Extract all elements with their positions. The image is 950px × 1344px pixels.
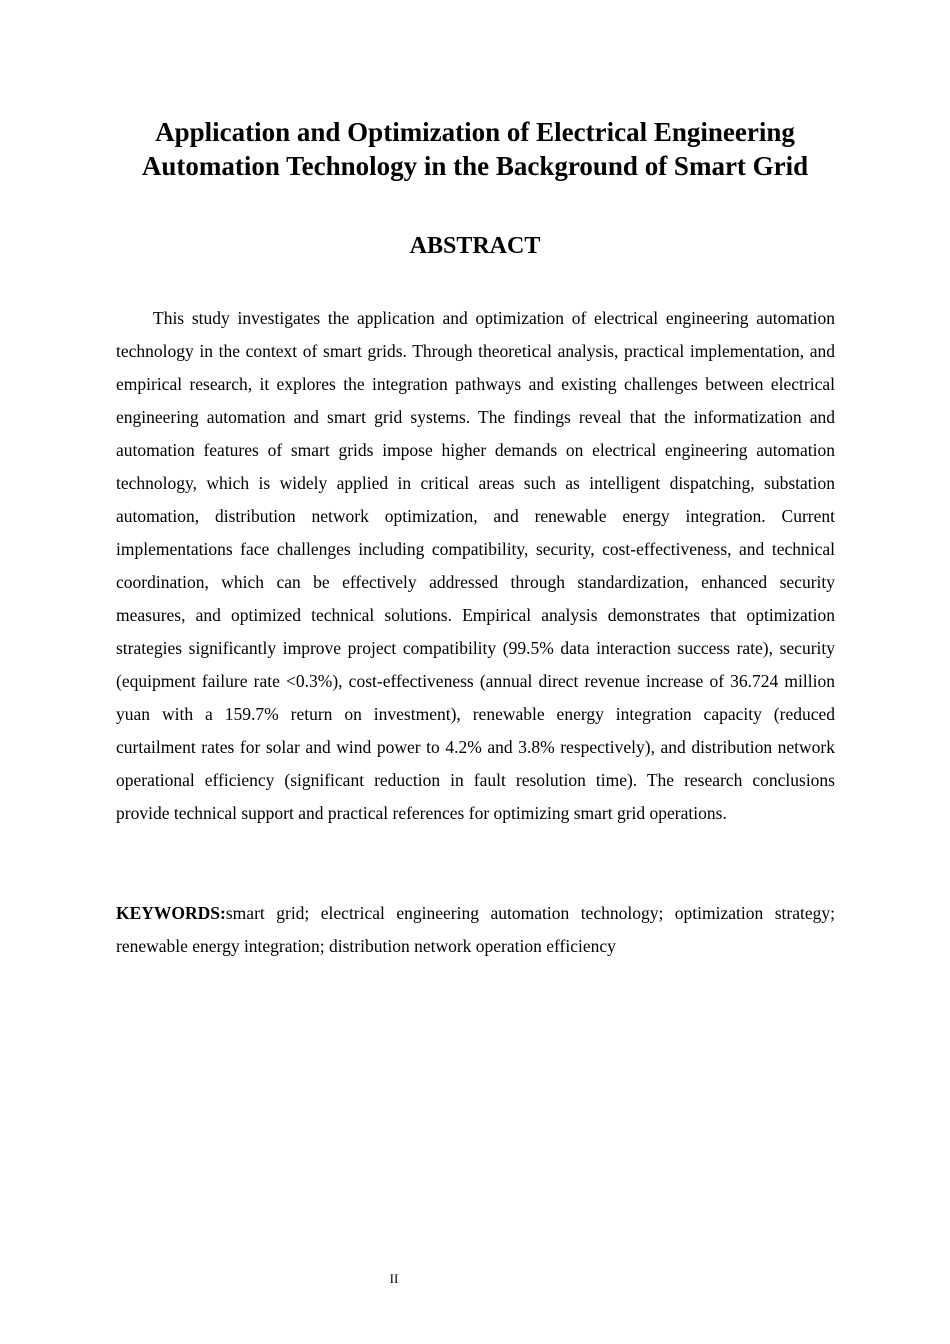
abstract-paragraph: This study investigates the application and optimization of electrical engineering automation technology in the context of smart grids. Through theoretical analysis, practical implementation, and empirical research, it explores the integration pathways and existing challenges between electrical engineering automation and smart grid systems. The findings reveal that the informatization and automation features of smart grids impose higher demands on electrical engineering automation technology, which is widely applied in critical areas such as intelligent dispatching, substation automation, distribution network optimization, and renewable energy integration. Current implementations face challenges including compatibility, security, cost-effectiveness, and technical coordination, which can be effectively addressed through standardization, enhanced security measures, and optimized technical solutions. Empirical analysis demonstrates that optimization strategies significantly improve project compatibility (99.5% data interaction success rate), security (equipment failure rate <0.3%), cost-effectiveness (annual direct revenue increase of 36.724 million yuan with a 159.7% return on investment), renewable energy integration capacity (reduced curtailment rates for solar and wind power to 4.2% and 3.8% respectively), and distribution network operational efficiency (significant reduction in fault resolution time). The research conclusions provide technical support and practical references for optimizing smart grid operations. bbox=[116, 308, 835, 823]
keywords-paragraph bbox=[116, 897, 835, 963]
keywords-label: KEYWORDS: bbox=[116, 903, 226, 923]
page-number: II bbox=[389, 1271, 399, 1286]
keywords-list: smart grid; electrical engineering automation technology; optimization strategy; renewable energy integration; distribution network operation efficiency bbox=[116, 903, 835, 956]
abstract-heading: ABSTRACT bbox=[409, 233, 541, 259]
paper-title: Application and Optimization of Electrical Engineering Automation Technology in the Background of Smart Grid bbox=[141, 117, 809, 181]
